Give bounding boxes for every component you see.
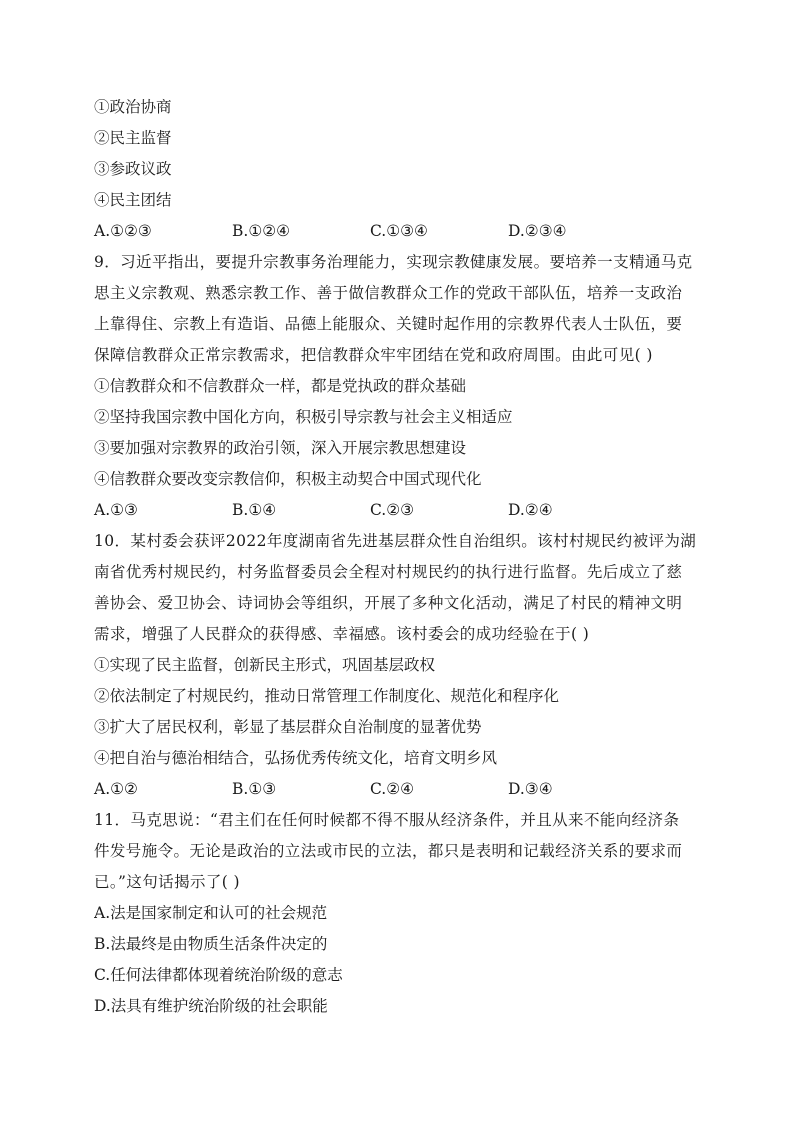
question-8 — [94, 92, 704, 247]
q8-choice-d[interactable]: D.②③④ — [508, 222, 567, 240]
q8-choice-c[interactable]: C.①③④ — [370, 222, 428, 240]
q9-stem-line-4: 保障信教群众正常宗教需求，把信教群众牢牢团结在党和政府周围。由此可见( ) — [94, 346, 653, 364]
q10-stem — [94, 526, 704, 650]
q10-choice-a[interactable]: A.①② — [94, 780, 138, 798]
q11-option-c[interactable]: C.任何法律都体现着统治阶级的意志 — [94, 966, 343, 984]
q9-choice-d[interactable]: D.②④ — [508, 501, 553, 519]
q10-choice-c[interactable]: C.②④ — [370, 780, 415, 798]
q11-stem-line-3: 已。”这句话揭示了( ) — [94, 873, 240, 891]
q8-option-2: ②民主监督 — [94, 129, 172, 147]
q9-choice-a[interactable]: A.①③ — [94, 501, 138, 519]
q8-choices — [94, 216, 704, 247]
q10-stem-line-2: 南省优秀村规民约，村务监督委员会全程对村规民约的执行进行监督。先后成立了慈 — [94, 563, 683, 581]
page-content — [94, 92, 704, 1022]
q9-option-2: ②坚持我国宗教中国化方向，积极引导宗教与社会主义相适应 — [94, 408, 513, 426]
q9-choice-c[interactable]: C.②③ — [370, 501, 415, 519]
q9-stem-line-1: 9．习近平指出，要提升宗教事务治理能力，实现宗教健康发展。要培养一支精通马克 — [94, 253, 693, 271]
q10-stem-line-1: 10．某村委会获评2022年度湖南省先进基层群众性自治组织。该村村规民约被评为湖 — [94, 532, 697, 550]
q8-choice-a[interactable]: A.①②③ — [94, 222, 152, 240]
q10-option-4: ④把自治与德治相结合，弘扬优秀传统文化，培育文明乡风 — [94, 749, 498, 767]
question-10 — [94, 526, 704, 805]
q11-option-d[interactable]: D.法具有维护统治阶级的社会职能 — [94, 997, 328, 1015]
q8-choice-b[interactable]: B.①②④ — [232, 222, 291, 240]
q9-stem — [94, 247, 704, 371]
q10-stem-line-3: 善协会、爱卫协会、诗词协会等组织，开展了多种文化活动，满足了村民的精神文明 — [94, 594, 683, 612]
q9-option-3: ③要加强对宗教界的政治引领，深入开展宗教思想建设 — [94, 439, 467, 457]
q9-option-1: ①信教群众和不信教群众一样，都是党执政的群众基础 — [94, 377, 467, 395]
q11-stem-line-2: 件发号施令。无论是政治的立法或市民的立法，都只是表明和记载经济关系的要求而 — [94, 842, 683, 860]
q10-choices — [94, 774, 704, 805]
q8-option-3: ③参政议政 — [94, 160, 172, 178]
q9-stem-line-2: 思主义宗教观、熟悉宗教工作、善于做信教群众工作的党政干部队伍，培养一支政治 — [94, 284, 683, 302]
q10-option-2: ②依法制定了村规民约，推动日常管理工作制度化、规范化和程序化 — [94, 687, 560, 705]
question-9 — [94, 247, 704, 526]
q11-stem-line-1: 11．马克思说：“君主们在任何时候都不得不服从经济条件，并且从来不能向经济条 — [94, 811, 680, 829]
q10-option-1: ①实现了民主监督，创新民主形式，巩固基层政权 — [94, 656, 436, 674]
q8-option-1: ①政治协商 — [94, 98, 172, 116]
q11-stem — [94, 805, 704, 898]
q9-stem-line-3: 上靠得住、宗教上有造诣、品德上能服众、关键时起作用的宗教界代表人士队伍，要 — [94, 315, 683, 333]
q8-option-4: ④民主团结 — [94, 191, 172, 209]
q10-choice-d[interactable]: D.③④ — [508, 780, 553, 798]
q10-option-3: ③扩大了居民权利，彰显了基层群众自治制度的显著优势 — [94, 718, 482, 736]
q9-option-4: ④信教群众要改变宗教信仰，积极主动契合中国式现代化 — [94, 470, 482, 488]
question-11 — [94, 805, 704, 1022]
q10-choice-b[interactable]: B.①③ — [232, 780, 277, 798]
q10-stem-line-4: 需求，增强了人民群众的获得感、幸福感。该村委会的成功经验在于( ) — [94, 625, 590, 643]
q11-option-b[interactable]: B.法最终是由物质生活条件决定的 — [94, 935, 328, 953]
q11-option-a[interactable]: A.法是国家制定和认可的社会规范 — [94, 904, 328, 922]
q9-choice-b[interactable]: B.①④ — [232, 501, 277, 519]
q9-choices — [94, 495, 704, 526]
